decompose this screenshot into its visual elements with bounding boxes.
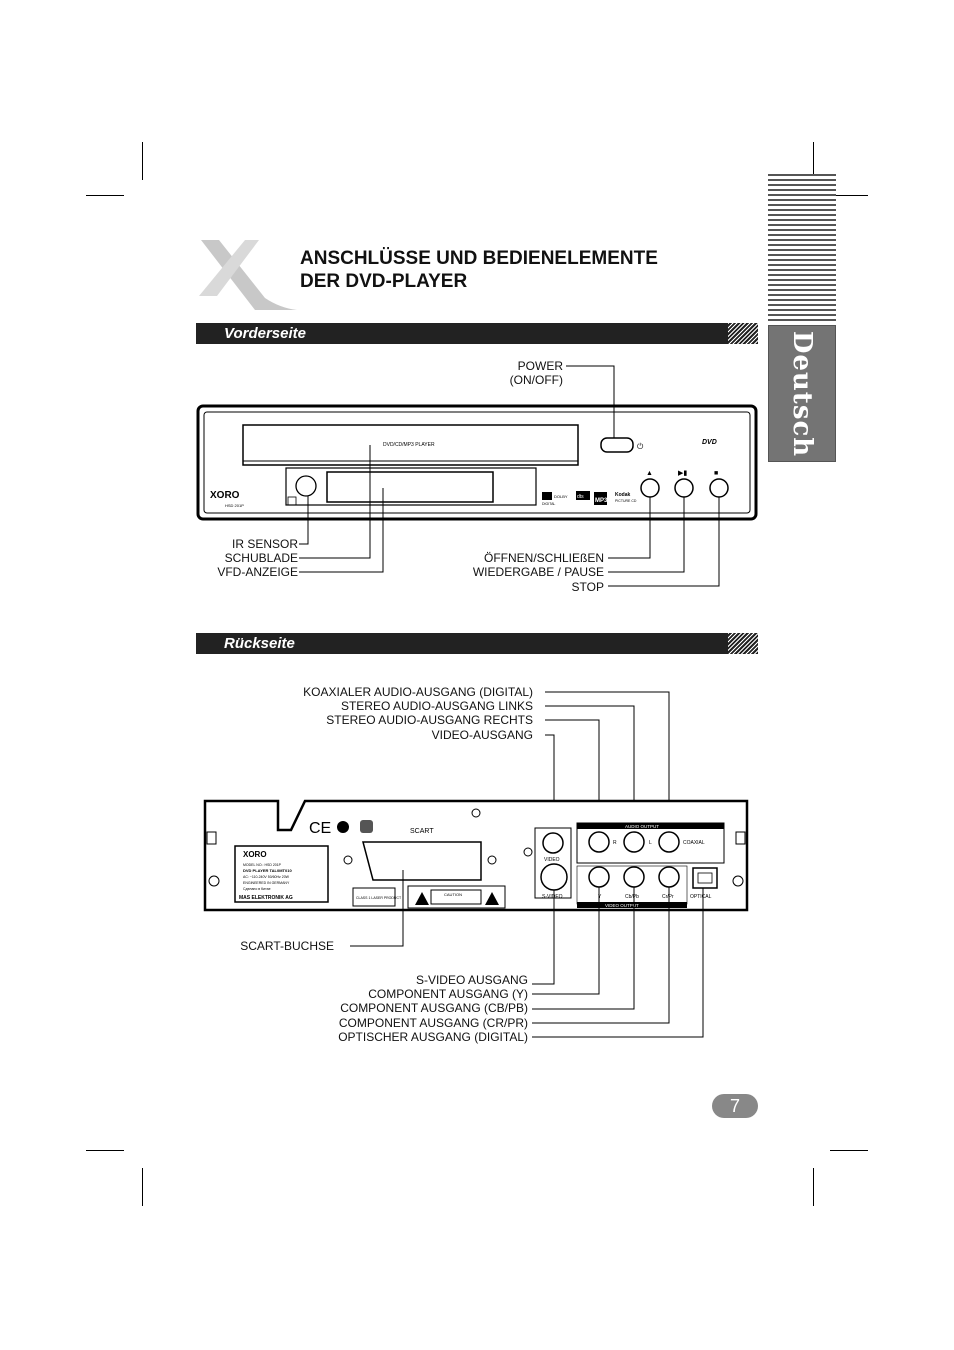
svg-text:DIGITAL: DIGITAL [542,502,556,506]
svg-text:DOLBY: DOLBY [554,494,568,499]
component-y-jack [589,867,609,887]
section-bar-back [196,633,758,654]
svg-text:S-VIDEO: S-VIDEO [542,894,563,900]
callout-stop: STOP [571,580,604,594]
svg-text:AC: ~110-240V 50/60Hz 20W: AC: ~110-240V 50/60Hz 20W [243,875,289,879]
svg-text:Kodak: Kodak [615,492,631,498]
svg-text:dts: dts [577,494,584,500]
language-tab-label: Deutsch [787,330,817,457]
component-cb-jack [624,867,644,887]
crop-mark [813,1168,814,1206]
crop-mark [830,1150,868,1151]
section-label-front: Vorderseite [224,325,306,342]
svg-text:ENGINEERED IN GERMANY: ENGINEERED IN GERMANY [243,881,290,885]
svg-text:COAXIAL: COAXIAL [683,840,705,846]
svg-text:R: R [613,840,617,846]
video-jack [543,833,563,853]
language-tab [768,325,836,462]
callout-ir-sensor: IR SENSOR [231,537,298,551]
svg-text:MP3: MP3 [595,498,608,504]
svg-text:Cb/Pb: Cb/Pb [625,894,639,900]
component-cr-jack [659,867,679,887]
svg-text:Y: Y [598,894,602,900]
svg-text:CLASS 1 LASER PRODUCT: CLASS 1 LASER PRODUCT [356,896,402,900]
svg-text:CAUTION: CAUTION [444,892,462,897]
section-bar-front [196,323,758,344]
callout-scart: SCART-BUCHSE [240,939,334,953]
dvd-logo: DVD [702,439,717,446]
svg-text:HSD 201P: HSD 201P [225,503,244,508]
callout-vfd: VFD-ANZEIGE [217,565,298,579]
svg-text:Cr/Pr: Cr/Pr [662,894,674,900]
page-title: ANSCHLÜSSE UND BEDIENELEMENTE DER DVD-PLAYER [300,248,658,292]
scart-socket [363,842,481,880]
callout-component-y: COMPONENT AUSGANG (Y) [368,987,528,1001]
crop-mark [86,195,124,196]
svg-text:PICTURE CD: PICTURE CD [615,499,637,503]
side-stripes [768,174,836,324]
svg-text:MODEL NO.: HSD 201P: MODEL NO.: HSD 201P [243,863,281,867]
stop-button[interactable] [710,479,728,497]
svg-text:▲: ▲ [646,470,653,477]
section-label-back: Rückseite [224,635,295,652]
callout-open-close: ÖFFNEN/SCHLIEßEN [483,551,604,565]
svg-text:DVD PLAYER TAL0MT010: DVD PLAYER TAL0MT010 [243,868,292,873]
brand-logo: XORO [210,490,240,501]
svg-text:■: ■ [714,470,719,477]
x-logo [195,238,300,313]
svg-text:AUDIO OUTPUT: AUDIO OUTPUT [625,824,660,829]
callout-s-video: S-VIDEO AUSGANG [415,973,528,987]
callout-component-cb: COMPONENT AUSGANG (CB/PB) [340,1001,528,1015]
callout-video-out: VIDEO-AUSGANG [431,728,533,742]
crop-mark [86,1150,124,1151]
svg-text:L: L [649,840,652,846]
s-video-jack [541,864,567,890]
power-button[interactable] [601,438,633,452]
crop-mark [142,142,143,180]
ir-sensor [296,476,316,496]
svg-text:VIDEO: VIDEO [544,857,560,863]
svg-text:⏻: ⏻ [637,442,644,451]
callout-drawer: SCHUBLADE [224,551,298,565]
audio-left-jack [624,832,644,852]
play-pause-button[interactable] [675,479,693,497]
svg-text:MAS ELEKTRONIK AG: MAS ELEKTRONIK AG [239,895,293,901]
coaxial-jack [659,832,679,852]
callout-audio-left: STEREO AUDIO-AUSGANG LINKS [340,699,533,713]
audio-right-jack [589,832,609,852]
callout-play-pause: WIEDERGABE / PAUSE [472,565,604,579]
page-number: 7 [712,1094,758,1118]
svg-text:OPTICAL: OPTICAL [690,894,712,900]
callout-optical: OPTISCHER AUSGANG (DIGITAL) [338,1030,528,1044]
callout-component-cr: COMPONENT AUSGANG (CR/PR) [338,1016,528,1030]
optical-jack [693,868,717,888]
open-close-button[interactable] [641,479,659,497]
svg-text:SCART: SCART [410,828,434,835]
callout-audio-right: STEREO AUDIO-AUSGANG RECHTS [326,713,533,727]
svg-text:CE: CE [309,820,332,837]
svg-text:Сделано в Китае: Сделано в Китае [243,887,271,891]
power-callout: POWER (ON/OFF) [509,359,563,387]
crop-mark [142,1168,143,1206]
svg-text:▶▮: ▶▮ [678,470,688,477]
svg-text:XORO: XORO [243,850,267,859]
drawer-text: DVD/CD/MP3 PLAYER [383,442,435,448]
callout-coaxial: KOAXIALER AUDIO-AUSGANG (DIGITAL) [303,685,533,699]
vfd-display [327,472,493,502]
svg-text:VIDEO OUTPUT: VIDEO OUTPUT [605,903,639,908]
